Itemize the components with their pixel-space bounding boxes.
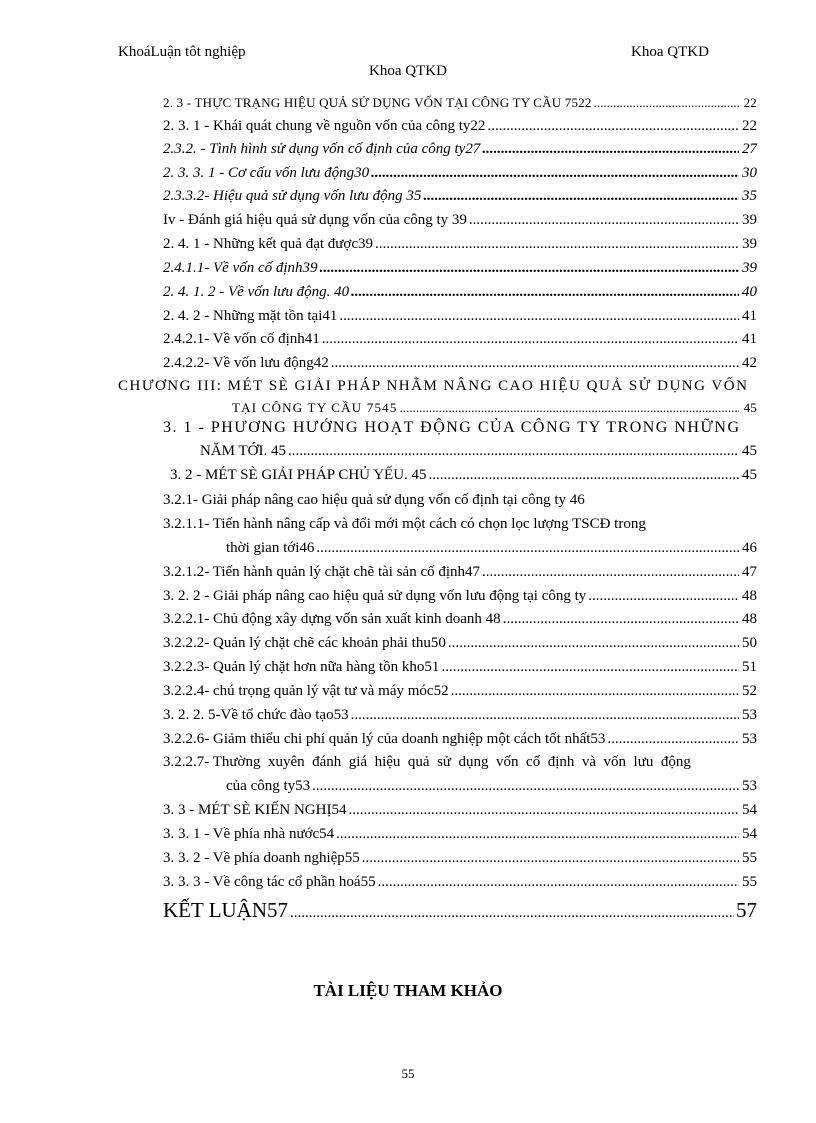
toc-entry-label: 2.4.2.2- Về vốn lưu động42 bbox=[163, 355, 329, 371]
toc-entry-label: 3. 2. 2 - Giải pháp nâng cao hiệu quả sử dụng vốn lưu động tại công ty bbox=[163, 588, 587, 604]
toc-entry[interactable] bbox=[163, 683, 757, 700]
toc-entry-conclusion[interactable] bbox=[163, 898, 757, 923]
toc-entry-label[interactable]: 3.2.1.1- Tiến hành nâng cấp và đổi mới một cách có chọn lọc lượng TSCĐ trong bbox=[163, 516, 646, 532]
toc-entry-page: 39 bbox=[742, 212, 757, 228]
toc-entry[interactable] bbox=[163, 850, 757, 867]
toc-entry[interactable] bbox=[200, 443, 757, 460]
toc-entry-label: 2.4.1.1- Về vốn cố định39 bbox=[163, 260, 318, 276]
toc-entry-label: 2.3.2. - Tình hình sử dụng vốn cố định của công ty27 bbox=[163, 141, 481, 157]
toc-entry-label: 2.4.2.1- Về vốn cố định41 bbox=[163, 331, 320, 347]
header-right: Khoa QTKD bbox=[631, 44, 709, 60]
toc-entry-page: 48 bbox=[742, 588, 757, 604]
toc-entry-page: 35 bbox=[742, 188, 757, 204]
toc-entry[interactable] bbox=[232, 400, 757, 416]
toc-entry-label: 2. 4. 1 - Những kết quả đạt được39 bbox=[163, 236, 373, 252]
toc-entry-page: 51 bbox=[742, 659, 757, 675]
toc-entry[interactable] bbox=[163, 284, 757, 301]
toc-entry-label: 2. 3. 1 - Khái quát chung về nguồn vốn của công ty22 bbox=[163, 118, 486, 134]
toc-entry-page: 45 bbox=[742, 467, 757, 483]
toc-entry-label: Iv - Đánh giá hiệu quả sử dụng vốn của công ty 39 bbox=[163, 212, 467, 228]
toc-entry-page: 42 bbox=[742, 355, 757, 371]
toc-entry-page: 39 bbox=[742, 260, 757, 276]
toc-entry-label: 3. 3. 3 - Về công tác cổ phần hoá55 bbox=[163, 874, 376, 890]
toc-entry-page: 27 bbox=[742, 141, 757, 157]
toc-entry-label: 3. 3. 2 - Về phía doanh nghiệp55 bbox=[163, 850, 360, 866]
toc-entry[interactable] bbox=[163, 635, 757, 652]
toc-entry-page: 54 bbox=[742, 802, 757, 818]
toc-entry-label: KẾT LUẬN57 bbox=[163, 898, 289, 922]
toc-entry-label: 3.2.2.1- Chủ động xây dựng vốn sản xuất kinh doanh 48 bbox=[163, 611, 501, 627]
toc-entry-page: 48 bbox=[742, 611, 757, 627]
toc-entry[interactable] bbox=[163, 564, 757, 581]
toc-entry-page: 45 bbox=[742, 443, 757, 459]
toc-entry-page: 57 bbox=[736, 898, 757, 922]
toc-entry[interactable] bbox=[163, 141, 757, 158]
toc-entry-page: 53 bbox=[742, 707, 757, 723]
toc-entry-label: 3.2.2.6- Giảm thiểu chi phí quản lý của doanh nghiệp một cách tốt nhất53 bbox=[163, 731, 606, 747]
toc-entry-label: 3.2.1.2- Tiến hành quản lý chặt chẽ tài sản cố định47 bbox=[163, 564, 481, 580]
toc-entry-label: 2. 3 - THỰC TRẠNG HIỆU QUẢ SỬ DỤNG VỐN TẠI CÔNG TY CẦU 7522 bbox=[163, 95, 592, 110]
header-left: KhoáLuận tôt nghiệp bbox=[118, 44, 246, 60]
toc-entry-page: 30 bbox=[742, 165, 757, 181]
toc-entry-page: 39 bbox=[742, 236, 757, 252]
toc-entry[interactable] bbox=[163, 188, 757, 205]
toc-entry-label: 3.2.2.2- Quản lý chặt chẽ các khoản phải thu50 bbox=[163, 635, 446, 651]
toc-entry-page: 53 bbox=[742, 778, 757, 794]
toc-entry-label: 3. 3 - MÉT SÈ KIẾN NGHỊ54 bbox=[163, 802, 347, 818]
toc-entry[interactable] bbox=[163, 588, 757, 605]
page-number: 55 bbox=[401, 1066, 415, 1081]
header-center: Khoa QTKD bbox=[369, 63, 447, 79]
toc-entry[interactable] bbox=[226, 778, 757, 795]
toc-entry[interactable] bbox=[163, 118, 757, 135]
toc-entry-page: 47 bbox=[742, 564, 757, 580]
toc-entry-page: 50 bbox=[742, 635, 757, 651]
toc-entry-page: 22 bbox=[742, 118, 757, 134]
toc-entry-label[interactable]: 3.2.1- Giải pháp nâng cao hiệu quả sử dụng vốn cố định tại công ty 46 bbox=[163, 492, 585, 508]
references-heading: TÀI LIỆU THAM KHẢO bbox=[313, 981, 503, 1000]
toc-entry[interactable] bbox=[163, 212, 757, 229]
toc-entry-page: 53 bbox=[742, 731, 757, 747]
toc-entry[interactable] bbox=[163, 802, 757, 819]
toc-entry-label: 3.2.2.3- Quản lý chặt hơn nữa hàng tồn kho51 bbox=[163, 659, 440, 675]
toc-entry[interactable] bbox=[163, 355, 757, 372]
toc-entry-page: 46 bbox=[742, 540, 757, 556]
toc-entry[interactable] bbox=[163, 826, 757, 843]
toc-entry[interactable] bbox=[163, 659, 757, 676]
toc-entry-label[interactable]: 3.2.2.7- Thường xuyên đánh giá hiệu quả sử dụng vốn cố định và vốn lưu động bbox=[163, 754, 691, 770]
toc-entry-label: 2.3.3.2- Hiệu quả sử dụng vốn lưu động 35 bbox=[163, 188, 422, 204]
toc-entry-label: 3. 2 - MÉT SÈ GIẢI PHÁP CHỦ YẾU. 45 bbox=[170, 467, 427, 483]
toc-entry[interactable] bbox=[163, 731, 757, 748]
toc-entry[interactable] bbox=[226, 540, 757, 557]
toc-entry[interactable] bbox=[163, 707, 757, 724]
toc-entry[interactable] bbox=[163, 260, 757, 277]
toc-entry-page: 22 bbox=[743, 95, 757, 110]
toc-section-title[interactable]: 3. 1 - PHƯƠNG HƯỚNG HOẠT ĐỘNG CỦA CÔNG TY TRONG NHỮNG bbox=[163, 419, 741, 436]
toc-entry-label: TẠI CÔNG TY CẦU 7545 bbox=[232, 400, 398, 415]
toc-entry[interactable] bbox=[170, 467, 757, 484]
toc-entry-page: 55 bbox=[742, 850, 757, 866]
toc-entry-label: 2. 3. 3. 1 - Cơ cấu vốn lưu động30 bbox=[163, 165, 370, 181]
toc-entry-label: thời gian tới46 bbox=[226, 540, 315, 556]
toc-entry-page: 45 bbox=[743, 400, 757, 415]
toc-chapter-title[interactable]: CHƯƠNG III: MÉT SÈ GIẢI PHÁP NHẰM NÂNG CAO HIỆU QUẢ SỬ DỤNG VỐN bbox=[118, 378, 749, 394]
toc-entry-label: 2. 4. 1. 2 - Về vốn lưu động. 40 bbox=[163, 284, 350, 300]
toc-entry-label: 2. 4. 2 - Những mặt tồn tại41 bbox=[163, 308, 338, 324]
toc-entry-page: 40 bbox=[742, 284, 757, 300]
toc-entry-label: 3. 3. 1 - Về phía nhà nước54 bbox=[163, 826, 335, 842]
toc-entry[interactable] bbox=[163, 236, 757, 253]
toc-entry-label: của công ty53 bbox=[226, 778, 311, 794]
toc-entry-page: 41 bbox=[742, 308, 757, 324]
toc-entry-label: 3.2.2.4- chú trọng quản lý vật tư và máy móc52 bbox=[163, 683, 449, 699]
toc-entry[interactable] bbox=[163, 611, 757, 628]
toc-entry-label: NĂM TỚI. 45 bbox=[200, 443, 286, 459]
toc-entry[interactable] bbox=[163, 95, 757, 111]
toc-entry[interactable] bbox=[163, 331, 757, 348]
toc-entry-page: 54 bbox=[742, 826, 757, 842]
toc-entry[interactable] bbox=[163, 308, 757, 325]
toc-entry-page: 41 bbox=[742, 331, 757, 347]
toc-entry-label: 3. 2. 2. 5-Về tổ chức đào tạo53 bbox=[163, 707, 349, 723]
toc-entry-page: 52 bbox=[742, 683, 757, 699]
toc-entry[interactable] bbox=[163, 874, 757, 891]
toc-entry-page: 55 bbox=[742, 874, 757, 890]
toc-entry[interactable] bbox=[163, 165, 757, 182]
